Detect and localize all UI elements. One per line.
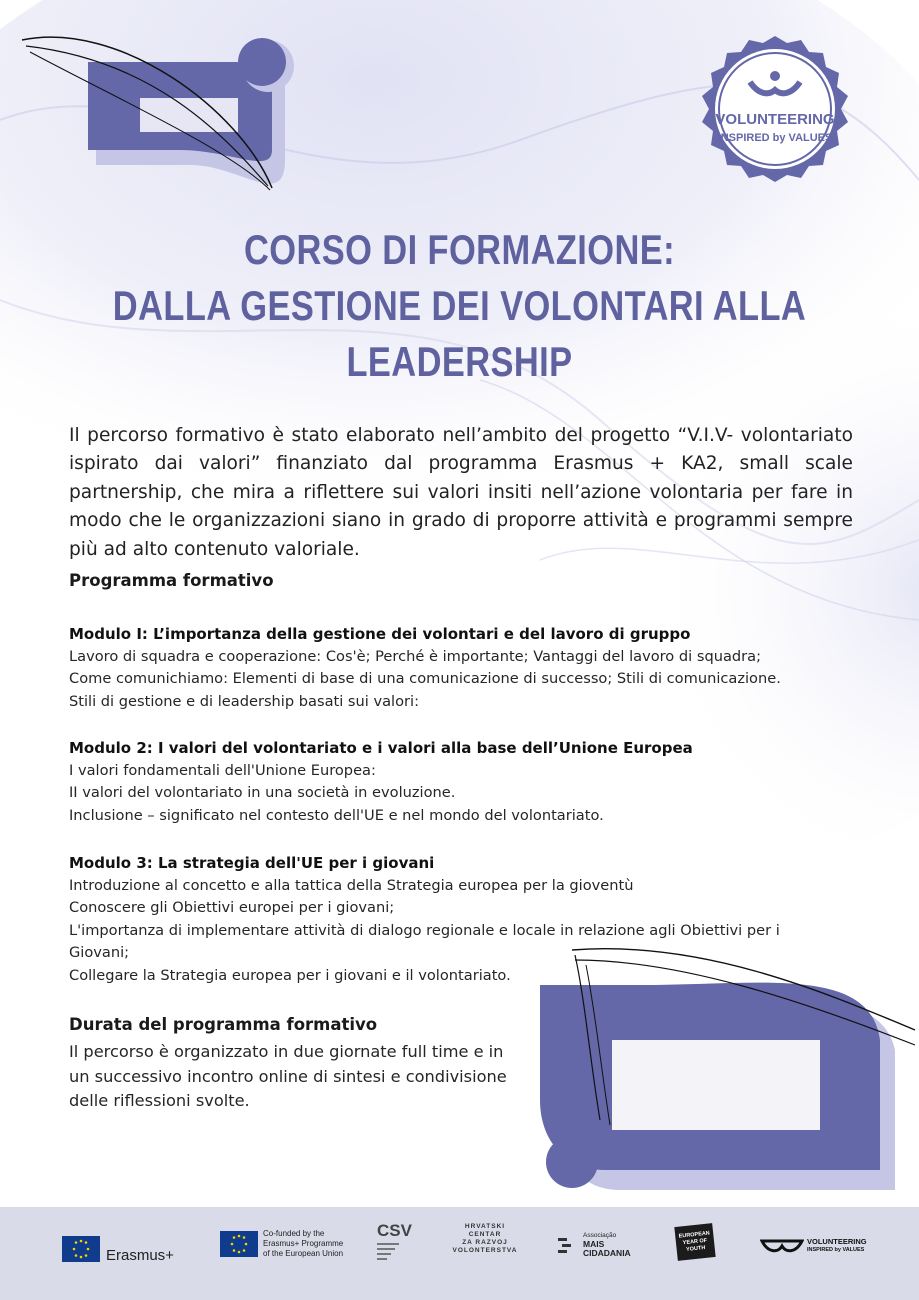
cofunded-logo — [220, 1229, 343, 1259]
module-line: Introduzione al concetto e alla tattica della Strategia europea per la gioventù — [69, 876, 634, 894]
volunteering-seal-logo — [690, 24, 860, 194]
page-title — [83, 222, 837, 390]
title-line2: DALLA GESTIONE DEI VOLONTARI ALLA — [112, 282, 807, 329]
duration-line: un successivo incontro online di sintesi e condivisione — [69, 1066, 507, 1086]
module-line: II valori del volontariato in una società in evoluzione. — [69, 784, 456, 802]
seal-line1: VOLUNTEERING — [715, 111, 835, 128]
module-line: Stili di gestione e di leadership basati sui valori: — [69, 692, 420, 710]
erasmus-label: Erasmus+ — [106, 1247, 174, 1264]
eyy-line3: YOUTH — [685, 1244, 706, 1253]
mais-line1: Associação — [583, 1232, 617, 1239]
module-line: Giovani; — [69, 944, 130, 962]
viv-footer-logo — [760, 1237, 867, 1255]
seal-line2: INSPIRED by VALUES — [717, 132, 833, 144]
csv-label: CSV — [377, 1221, 412, 1240]
eu-flag-icon — [220, 1231, 258, 1257]
cofunded-line2: Erasmus+ Programme — [263, 1239, 344, 1248]
module-line: Lavoro di squadra e cooperazione: Cos'è; Perché è importante; Vantaggi del lavoro di squadra; — [69, 647, 762, 665]
module-line: Collegare la Strategia europea per i giovani e il volontariato. — [69, 966, 511, 984]
module-3 — [69, 852, 859, 988]
mais-line2: MAIS — [583, 1239, 605, 1249]
mais-cidadania-logo — [558, 1231, 631, 1258]
eyy-line2: YEAR OF — [682, 1237, 708, 1246]
module-line: Inclusione – significato nel contesto dell'UE e nel mondo del volontariato. — [69, 806, 604, 824]
module-line: L'importanza di implementare attività di dialogo regionale e locale in relazione agli Obiettivi per i — [69, 921, 780, 939]
program-heading: Programma formativo — [69, 571, 274, 590]
module-1 — [69, 623, 859, 713]
module-line: Come comunichiamo: Elementi di base di una comunicazione di successo; Stili di comunicazione. — [69, 670, 781, 688]
erasmus-logo — [62, 1233, 174, 1264]
module-line: Conoscere gli Obiettivi europei per i giovani; — [69, 899, 395, 917]
hcrv-line2: CENTAR — [468, 1231, 502, 1238]
module-heading: Modulo 2: I valori del volontariato e i valori alla base dell’Unione Europea — [69, 739, 693, 757]
mais-icon — [558, 1235, 580, 1255]
hcrv-line4: VOLONTERSTVA — [452, 1247, 518, 1254]
viv-line1: VOLUNTEERING — [807, 1237, 867, 1246]
hcrv-line3: ZA RAZVOJ — [462, 1239, 508, 1246]
duration-heading: Durata del programma formativo — [69, 1015, 378, 1034]
mais-line3: CIDADANIA — [583, 1248, 631, 1258]
duration-line: delle riflessioni svolte. — [69, 1091, 250, 1110]
cofunded-line1: Co-funded by the — [263, 1229, 325, 1238]
european-year-of-youth-logo — [676, 1225, 714, 1259]
title-line1: CORSO DI FORMAZIONE: — [243, 226, 676, 273]
cofunded-line3: of the European Union — [263, 1249, 344, 1258]
csv-logo — [377, 1221, 412, 1261]
footer-logo-bar — [0, 1207, 919, 1300]
eu-flag-icon — [62, 1236, 100, 1262]
mask-icon — [760, 1237, 804, 1255]
eyy-line1: EUROPEAN — [678, 1229, 711, 1240]
module-heading: Modulo 3: La strategia dell'UE per i giovani — [69, 854, 435, 872]
title-line3: LEADERSHIP — [346, 338, 573, 385]
hcrv-logo — [450, 1223, 520, 1255]
module-heading: Modulo I: L’importanza della gestione dei volontari e del lavoro di gruppo — [69, 625, 691, 643]
intro-paragraph: Il percorso formativo è stato elaborato nell’ambito del progetto “V.I.V- volontariato ispirato dai valori” finanziato dal programma Erasmus + KA2, small scale partnership, che mira a riflettere sui valori insiti nell’azione volontaria per fare in modo che le organizzazioni siano in grado di proporre attività e programmi sempre più ad alto contenuto valoriale. — [69, 425, 853, 560]
duration-line: Il percorso è organizzato in due giornate full time e in — [69, 1042, 504, 1061]
module-2 — [69, 737, 859, 827]
viv-line2: INSPIRED by VALUES — [807, 1247, 865, 1253]
duration-text — [69, 1040, 539, 1114]
module-line: I valori fondamentali dell'Unione Europea: — [69, 761, 376, 779]
hcrv-line1: HRVATSKI — [464, 1223, 506, 1230]
